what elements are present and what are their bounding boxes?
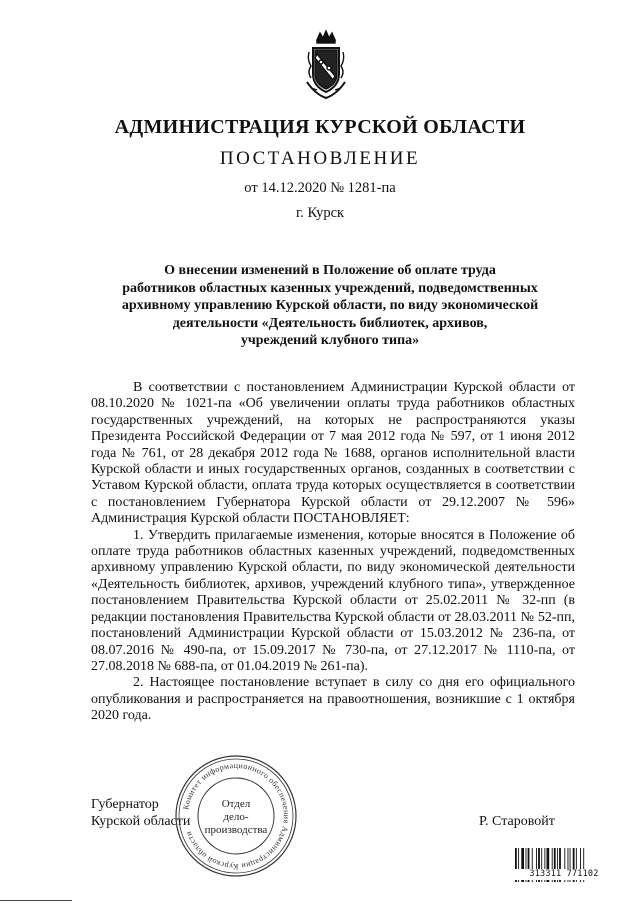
stamp-ring-text: Комитет информационного обеспечения Администрации Курской области [181,760,292,872]
document-type: ПОСТАНОВЛЕНИЕ [219,148,421,169]
subject-line: деятельности «Деятельность библиотек, архивов, [172,315,488,331]
signatory-name: Р. Старовойт [479,814,555,829]
body-paragraph-item-2: 2. Настоящее постановление вступает в силу со дня его официального опубликования и распространяется на правоотношения, возникшие с 1 октября 2020 года. [91,675,575,724]
stamp-center-line: дело- [223,811,249,823]
signatory-position-line: Губернатор [91,797,159,812]
organization-title: АДМИНИСТРАЦИЯ КУРСКОЙ ОБЛАСТИ [114,116,526,138]
signatory-position-line: Курской области [91,813,191,829]
subject-line: учреждений клубного типа» [240,333,420,348]
document-body [91,380,575,725]
document-date-number: от 14.12.2020 № 1281-па [244,180,396,196]
subject-line: архивному управлению Курской области, по виду экономической [121,298,539,313]
document-subject [110,262,550,350]
body-paragraph-item-1: 1. Утвердить прилагаемые изменения, которые вносятся в Положение об оплате труда работников областных казенных учреждений, подведомственных архивному управлению Курской области, по виду экономической деятельности «Деятельность библиотек, архивов, учреждений клубного типа», утвержденное постановлением Правительства Курской области от 25.02.2011 № 32-пп (в редакции постановления Правительства Курской области от 28.03.2011 № 52-пп, постановлений Администрации Курской области от 15.03.2012 № 236-па, от 08.07.2016 № 490-па, от 15.09.2017 № 730-па, от 27.12.2017 № 1110-па, от 27.08.2018 № 688-па, от 01.04.2019 № 261-па). [91,527,575,674]
stamp-center-line: производства [204,824,268,836]
barcode-number: 313311 771102 [514,869,614,880]
body-paragraph-preamble: В соответствии с постановлением Администрации Курской области от 08.10.2020 № 1021-па «Об увеличении оплаты труда работников областных государственных учреждений, на которых не распространяются указы Президента Российской Федерации от 7 мая 2012 года № 597, от 1 июня 2012 года № 761, от 28 декабря 2012 года № 1688, органов исполнительной власти Курской области и иных государственных органов, созданных в соответствии с Уставом Курской области, оплата труда которых осуществляется в соответствии с постановлением Губернатора Курской области от 29.12.2007 № 596» Администрация Курской области ПОСТАНОВЛЯЕТ: [91,380,575,527]
page-edge-line [0,900,72,901]
coat-of-arms-icon [303,30,349,102]
stamp-center-line: Отдел [221,798,251,810]
subject-line: О внесении изменений в Положение об оплате труда [164,263,496,278]
office-stamp [172,752,300,880]
subject-line: работников областных казенных учреждений, подведомственных [122,280,538,296]
document-city: г. Курск [295,205,345,221]
